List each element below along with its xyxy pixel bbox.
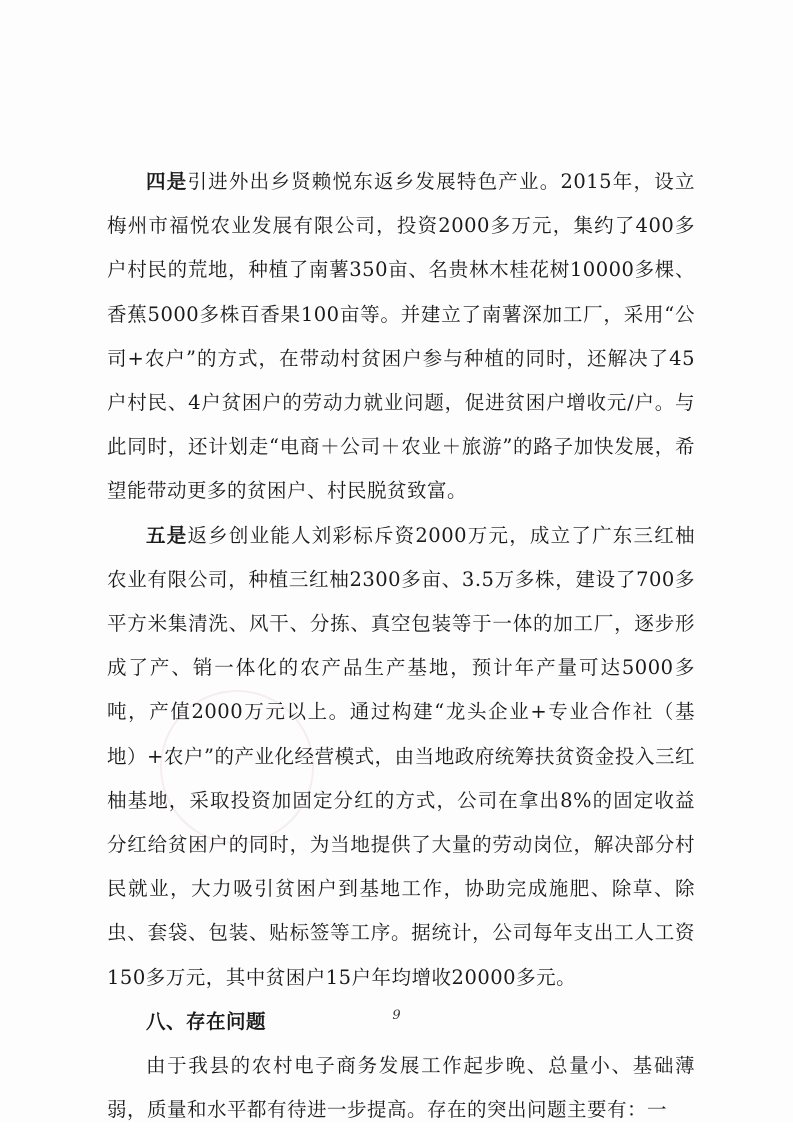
paragraph-five-lead: 五是 — [146, 523, 188, 547]
paragraph-four-lead: 四是 — [146, 170, 188, 193]
paragraph-six-text: 由于我县的农村电子商务发展工作起步晚、总量小、基础薄弱，质量和水平都有待进一步提高。存在的突出问题主要有：一 — [107, 1054, 695, 1122]
paragraph-five — [107, 514, 695, 1000]
document-body — [107, 160, 695, 1132]
paragraph-five-text: 返乡创业能人刘彩标斥资2000万元，成立了广东三红柚农业有限公司，种植三红柚2300多亩、3.5万多株，建设了700多平方米集清洗、风干、分拣、真空包装等于一体的加工厂，逐步形成了产、销一体化的农产品生产基地，预计年产量可达5000多吨，产值2000万元以上。通过构建“龙头企业+专业合作社（基地）+农户”的产业化经营模式，由当地政府统筹扶贫资金投入三红柚基地，采取投资加固定分红的方式，公司在拿出8%的固定收益分红给贫困户的同时，为当地提供了大量的劳动岗位，解决部分村民就业，大力吸引贫困户到基地工作，协助完成施肥、除草、除虫、套袋、包装、贴标签等工序。据统计，公司每年支出工人工资150多万元，其中贫困户15户年均增收20000多元。 — [107, 523, 695, 989]
page-number: 9 — [392, 1008, 401, 1023]
paragraph-four — [107, 160, 695, 514]
paragraph-six — [107, 1044, 695, 1132]
section-heading: 八、存在问题 — [146, 1009, 267, 1033]
paragraph-four-text: 引进外出乡贤赖悦东返乡发展特色产业。2015年，设立梅州市福悦农业发展有限公司，投资2000多万元，集约了400多户村民的荒地，种植了南薯350亩、名贵林木桂花树10000多棵、香蕉5000多株百香果100亩等。并建立了南薯深加工厂，采用“公司+农户”的方式，在带动村贫困户参与种植的同时，还解决了45户村民、4户贫困户的劳动力就业问题，促进贫困户增收元/户。与此同时，还计划走“电商＋公司＋农业＋旅游”的路子加快发展，希望能带动更多的贫困户、村民脱贫致富。 — [107, 170, 695, 503]
